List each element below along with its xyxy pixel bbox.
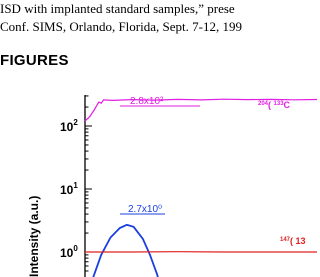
section-heading: FIGURES <box>0 52 69 69</box>
y-tick-label: $10^0$ <box>60 244 78 260</box>
reference-line-2: Conf. SIMS, Orlando, Florida, Sept. 7-12, 199 <box>0 19 242 34</box>
blue-series-line <box>85 225 166 277</box>
blue-peak-label: 2.7x10⁰ <box>128 204 163 215</box>
y-tick-label: $10^2$ <box>60 118 78 134</box>
reference-line-1: ISD with implanted standard samples,” prese <box>0 1 235 16</box>
magenta-series-label: $^{204}$( $^{133}$C <box>258 100 291 110</box>
red-series-label: $^{147}$( 13 <box>280 236 306 246</box>
y-axis-label: Intensity (a.u.) <box>27 195 41 277</box>
magenta-peak-label: 2.8x10² <box>130 96 164 107</box>
y-tick-label: $10^1$ <box>60 181 78 197</box>
